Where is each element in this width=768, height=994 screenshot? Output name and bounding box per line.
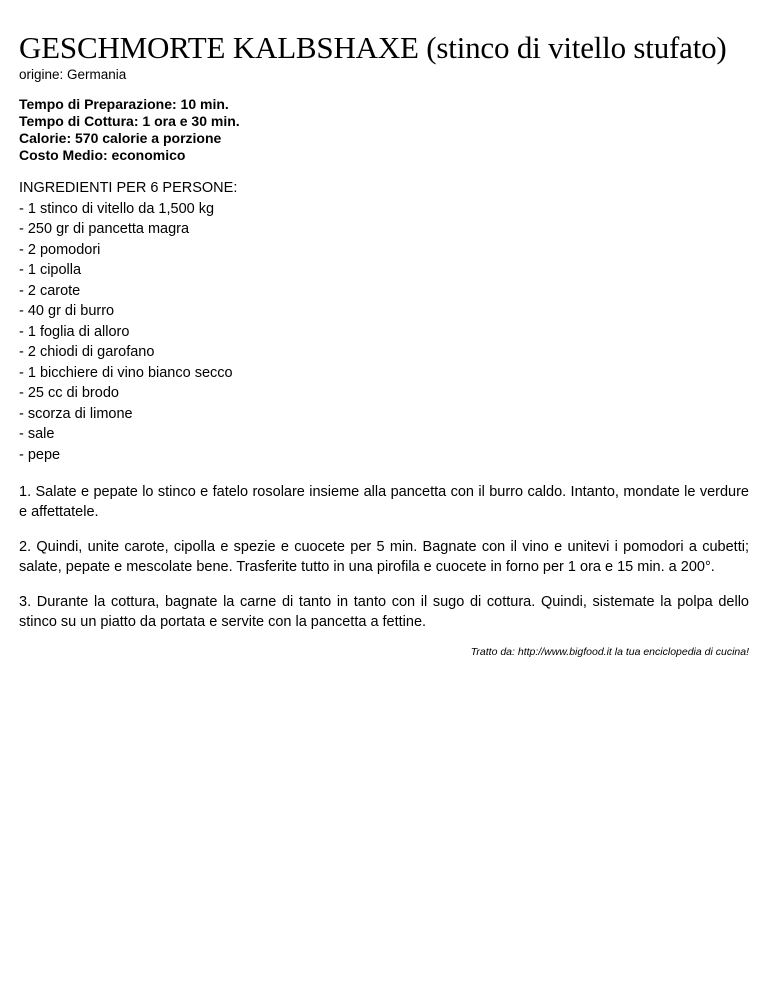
cook-time: Tempo di Cottura: 1 ora e 30 min. xyxy=(19,113,240,129)
recipe-origin: origine: Germania xyxy=(19,67,127,82)
step-paragraph: 1. Salate e pepate lo stinco e fatelo rosolare insieme alla pancetta con il burro caldo. Intanto, mondate le verdure e affettatele. xyxy=(19,484,749,520)
ingredient-item: - 1 bicchiere di vino bianco secco xyxy=(19,364,233,381)
ingredient-item: - sale xyxy=(19,426,55,442)
ingredient-item: - 1 foglia di alloro xyxy=(19,323,130,340)
preparation-steps xyxy=(19,483,749,632)
ingredient-item: - pepe xyxy=(19,446,61,463)
step-paragraph: 3. Durante la cottura, bagnate la carne di tanto in tanto con il sugo di cottura. Quindi, sistemate la polpa dello stinco su un piatto da portata e servite con la pancetta a fettine. xyxy=(19,594,749,630)
ingredient-item: - 2 pomodori xyxy=(19,241,101,258)
ingredient-item: - 1 stinco di vitello da 1,500 kg xyxy=(19,200,215,217)
ingredient-item: - 25 cc di brodo xyxy=(19,385,119,401)
recipe-page xyxy=(19,30,749,659)
calories: Calorie: 570 calorie a porzione xyxy=(19,130,222,146)
source-credit: Tratto da: http://www.bigfood.it la tua enciclopedia di cucina! xyxy=(470,646,749,658)
ingredient-item: - 2 chiodi di garofano xyxy=(19,344,155,360)
ingredients-section xyxy=(19,178,749,465)
ingredient-item: - 2 carote xyxy=(19,282,81,299)
ingredients-list xyxy=(19,199,749,466)
ingredient-item: - 1 cipolla xyxy=(19,262,82,278)
ingredients-heading: INGREDIENTI PER 6 PERSONE: xyxy=(19,180,238,196)
step-paragraph: 2. Quindi, unite carote, cipolla e spezie e cuocete per 5 min. Bagnate con il vino e unitevi i pomodori a cubetti; salate, pepate e mescolate bene. Trasferite tutto in una pirofila e cuocete in forno per 1 ora e 15 min. a 200°. xyxy=(19,539,749,575)
ingredient-item: - 250 gr di pancetta magra xyxy=(19,221,190,237)
average-cost: Costo Medio: economico xyxy=(19,147,186,163)
prep-time: Tempo di Preparazione: 10 min. xyxy=(19,96,229,112)
ingredient-item: - scorza di limone xyxy=(19,405,133,422)
recipe-title: GESCHMORTE KALBSHAXE (stinco di vitello stufato) xyxy=(19,30,727,65)
recipe-meta xyxy=(19,96,749,164)
ingredient-item: - 40 gr di burro xyxy=(19,303,115,319)
